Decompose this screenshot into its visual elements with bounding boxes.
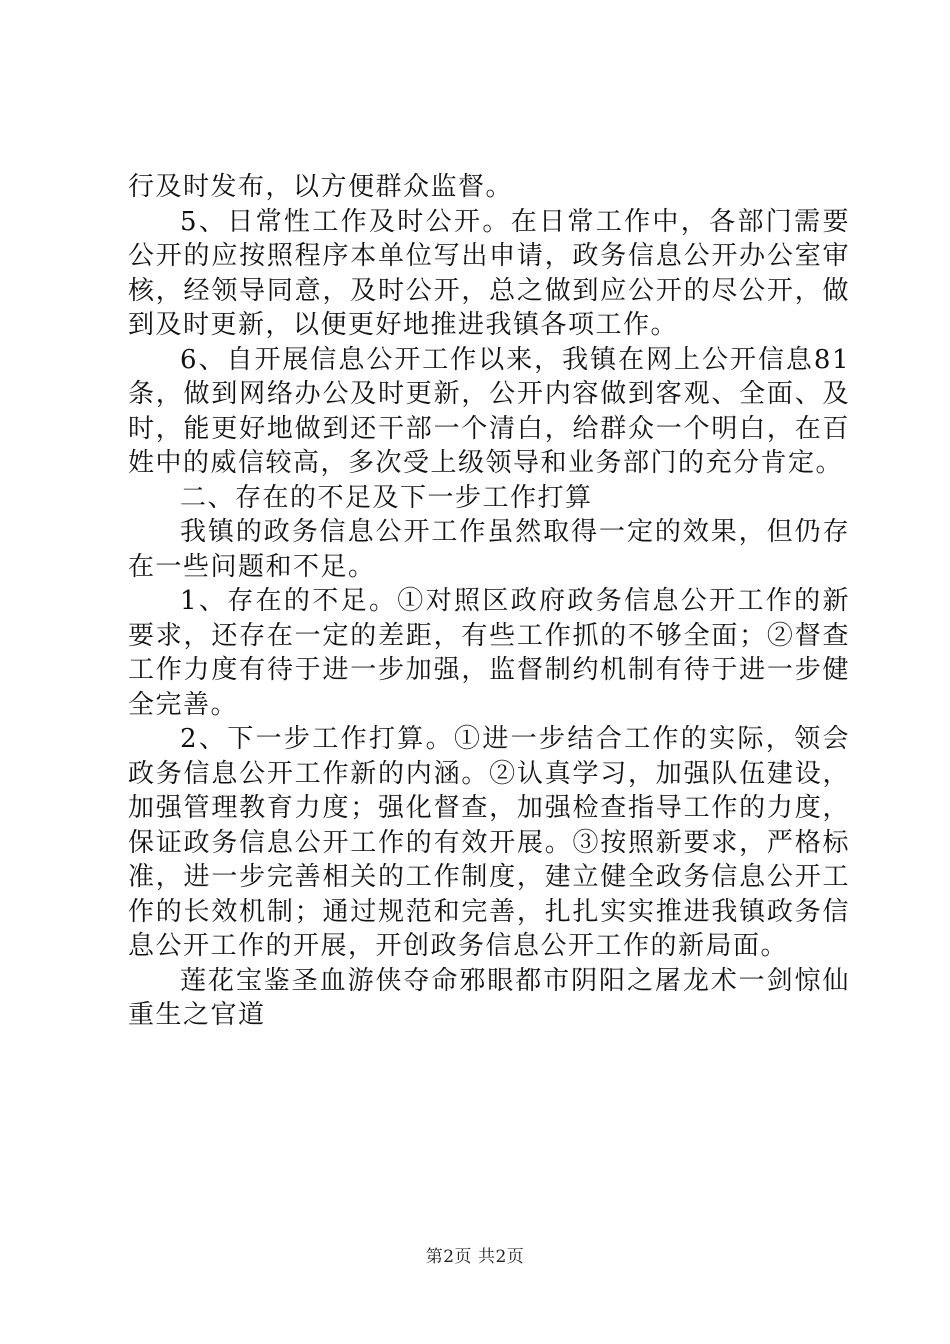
page-number-footer: 第2页 共2页 xyxy=(425,1247,525,1267)
section-heading-2: 二、存在的不足及下一步工作打算 xyxy=(180,482,593,513)
paragraph-next-steps: 2、下一步工作打算。①进一步结合工作的实际，领会政务信息公开工作新的内涵。②认真学习，加强队伍建设，加强管理教育力度；强化督查，加强检查指导工作的力度，保证政务信息公开工作的有效开展。③按照新要求，严格标准，进一步完善相关的工作制度，建立健全政务信息公开工作的长效机制；通过规范和完善，扎扎实实推进我镇政务信息公开工作的开展，开创政务信息公开工作的新局面。 xyxy=(128,724,850,961)
paragraph-appended-text: 莲花宝鉴圣血游侠夺命邪眼都市阴阳之屠龙术一剑惊仙重生之官道 xyxy=(128,965,850,1030)
paragraph-item-6: 6、自开展信息公开工作以来，我镇在网上公开信息81条，做到网络办公及时更新，公开内容做到客观、全面、及时，能更好地做到还干部一个清白，给群众一个明白，在百姓中的威信较高，多次受上级领导和业务部门的充分肯定。 xyxy=(128,344,850,478)
document-body xyxy=(128,170,850,1033)
paragraph-summary: 我镇的政务信息公开工作虽然取得一定的效果，但仍存在一些问题和不足。 xyxy=(128,517,850,582)
paragraph-continuation: 行及时发布，以方便群众监督。 xyxy=(128,172,514,202)
paragraph-shortcomings: 1、存在的不足。①对照区政府政务信息公开工作的新要求，还存在一定的差距，有些工作抓的不够全面；②督查工作力度有待于进一步加强，监督制约机制有待于进一步健全完善。 xyxy=(128,586,850,720)
paragraph-item-5: 5、日常性工作及时公开。在日常工作中，各部门需要公开的应按照程序本单位写出申请，政务信息公开办公室审核，经领导同意，及时公开，总之做到应公开的尽公开，做到及时更新，以便更好地推进我镇各项工作。 xyxy=(128,206,850,340)
